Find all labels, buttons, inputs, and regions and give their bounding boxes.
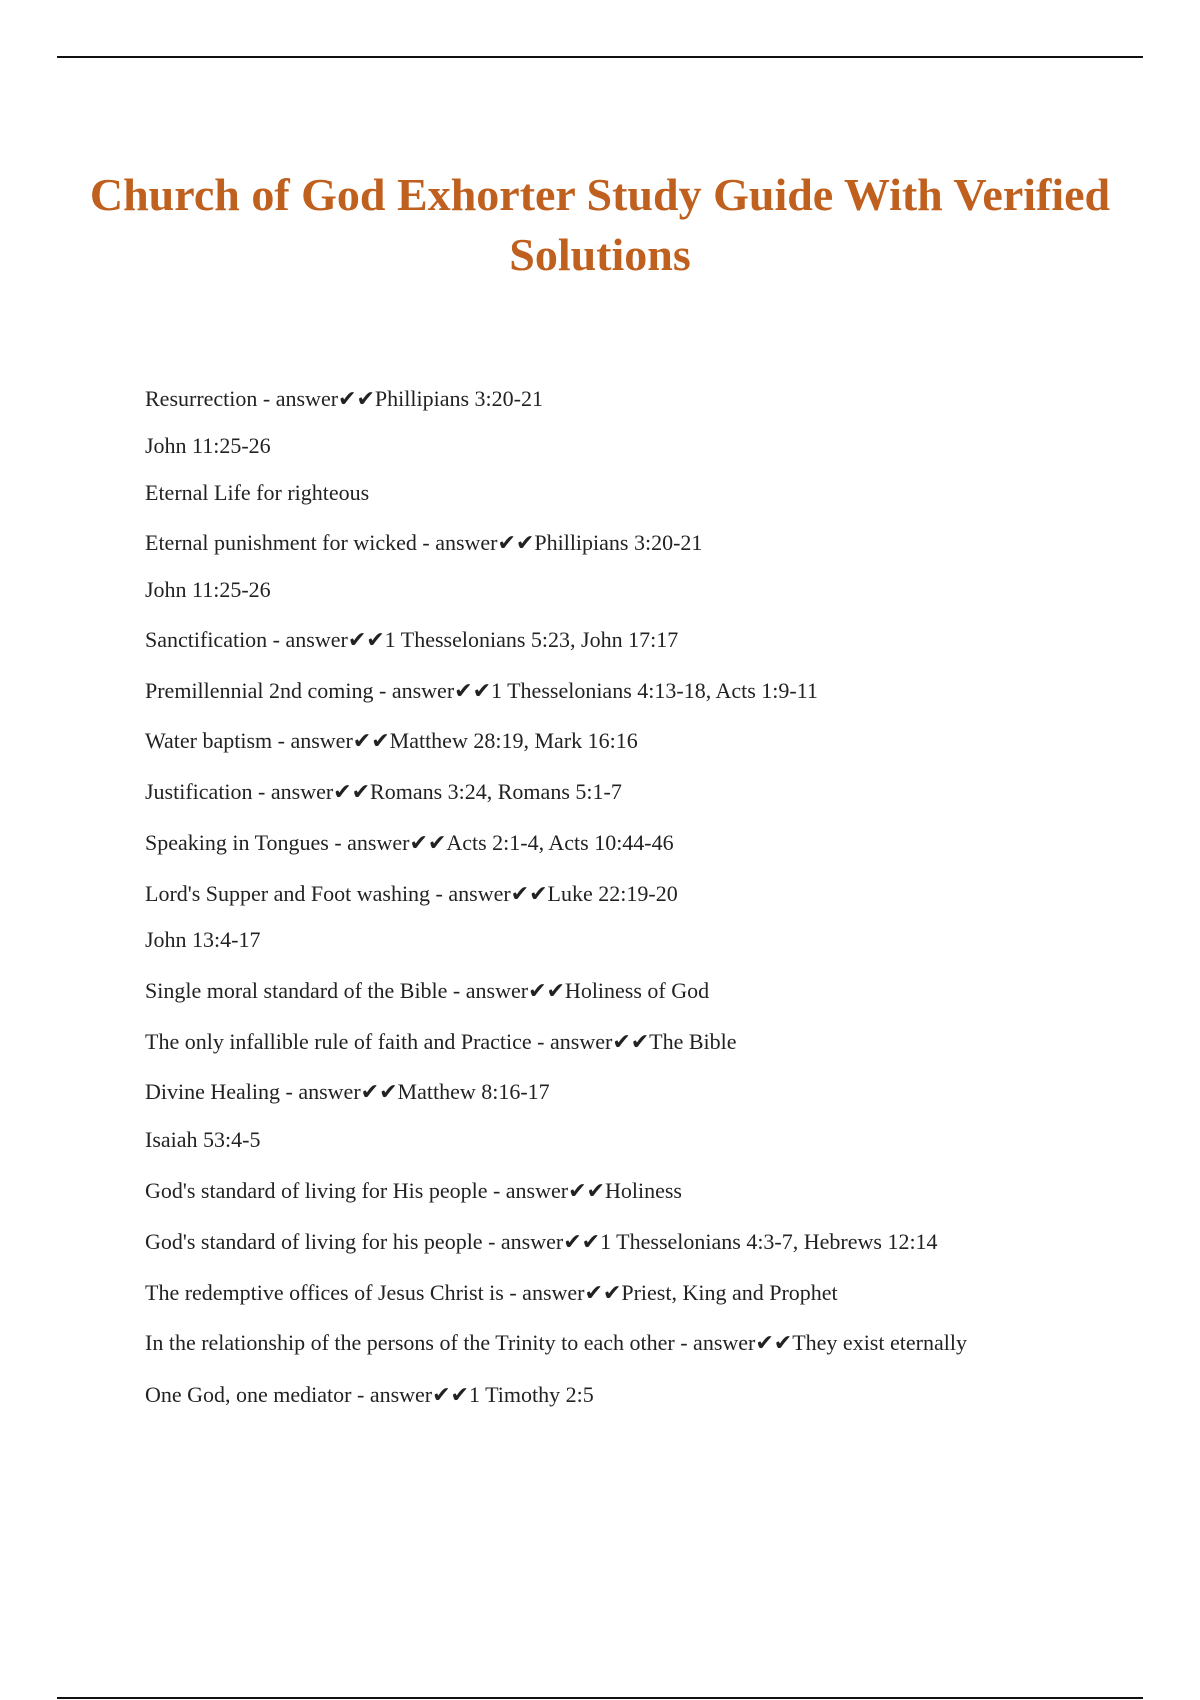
list-item: God's standard of living for his people - answer✔✔1 Thesselonians 4:3-7, Hebrews 12:14 — [145, 1229, 938, 1254]
list-item: Isaiah 53:4-5 — [145, 1127, 261, 1152]
list-item: John 11:25-26 — [145, 433, 271, 458]
top-rule — [57, 56, 1143, 58]
list-item: Lord's Supper and Foot washing - answer✔✔Luke 22:19-20 — [145, 881, 678, 906]
list-item: The only infallible rule of faith and Practice - answer✔✔The Bible — [145, 1029, 737, 1054]
list-item: In the relationship of the persons of the Trinity to each other - answer✔✔They exist eternally — [145, 1330, 967, 1355]
list-item: Eternal punishment for wicked - answer✔✔Phillipians 3:20-21 — [145, 530, 703, 555]
list-item: John 13:4-17 — [145, 927, 261, 952]
list-item: Divine Healing - answer✔✔Matthew 8:16-17 — [145, 1079, 550, 1104]
bottom-rule — [57, 1697, 1143, 1699]
list-item: John 11:25-26 — [145, 577, 271, 602]
list-item: The redemptive offices of Jesus Christ is - answer✔✔Priest, King and Prophet — [145, 1280, 838, 1305]
document-title: Church of God Exhorter Study Guide With Verified Solutions — [89, 169, 1111, 280]
list-item: Premillennial 2nd coming - answer✔✔1 Thesselonians 4:13-18, Acts 1:9-11 — [145, 678, 818, 703]
list-item: Eternal Life for righteous — [145, 480, 370, 505]
list-item: Justification - answer✔✔Romans 3:24, Romans 5:1-7 — [145, 779, 622, 804]
list-item: Water baptism - answer✔✔Matthew 28:19, Mark 16:16 — [145, 728, 638, 753]
list-item: Sanctification - answer✔✔1 Thesselonians 5:23, John 17:17 — [145, 627, 679, 652]
list-item: Speaking in Tongues - answer✔✔Acts 2:1-4, Acts 10:44-46 — [145, 830, 674, 855]
list-item: Resurrection - answer✔✔Phillipians 3:20-21 — [145, 386, 543, 411]
list-item: Single moral standard of the Bible - answer✔✔Holiness of God — [145, 978, 710, 1003]
list-item: God's standard of living for His people - answer✔✔Holiness — [145, 1178, 682, 1203]
list-item: One God, one mediator - answer✔✔1 Timothy 2:5 — [145, 1382, 594, 1407]
